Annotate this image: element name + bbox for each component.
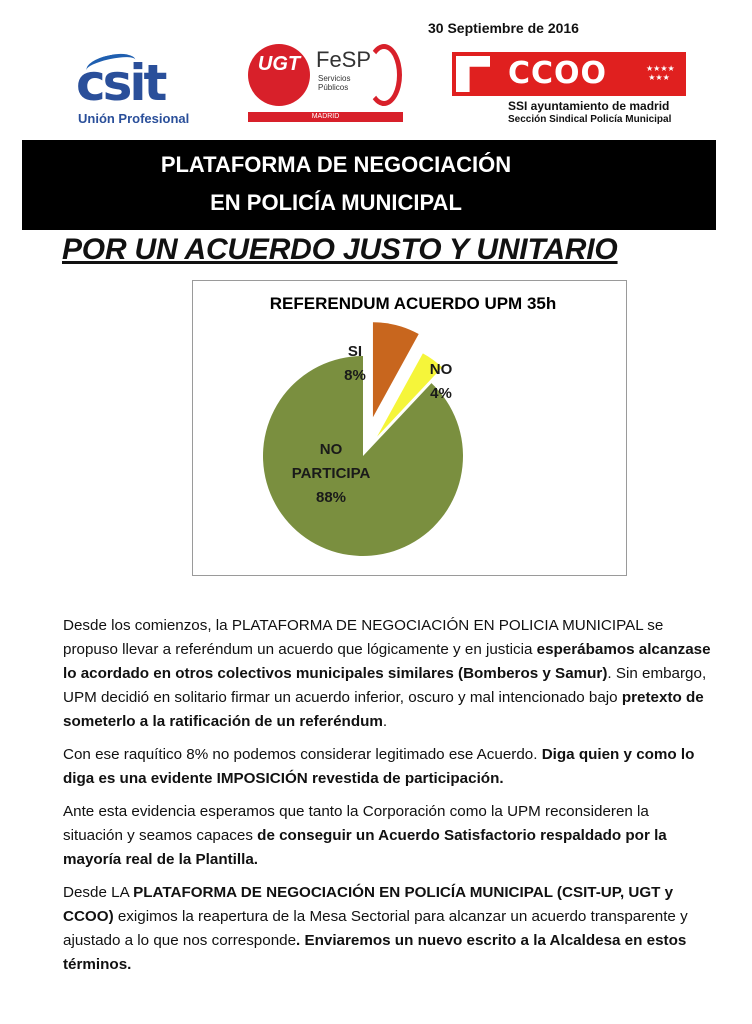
bold-run: esperábamos alcanzase lo acordado en otros colectivos municipales similares (Bomberos y Samur) <box>63 641 711 682</box>
document-date: 30 Septiembre de 2016 <box>428 20 579 36</box>
pie-label-no <box>430 361 453 402</box>
text-run: Con ese raquítico 8% no podemos considerar legitimado ese Acuerdo. <box>63 746 542 763</box>
bold-run: . Enviaremos un nuevo escrito a la Alcaldesa en estos términos. <box>63 932 687 973</box>
pie-category-label: NO <box>429 361 453 378</box>
banner-line-2: EN POLICÍA MUNICIPAL <box>210 190 462 215</box>
slogan-heading: POR UN ACUERDO JUSTO Y UNITARIO <box>62 233 618 266</box>
pie-value-label: 8% <box>344 367 366 384</box>
csit-logo-name: csit <box>76 54 165 112</box>
pie-category-label: PARTICIPA <box>291 465 371 482</box>
ugt-fesp-label: FeSP <box>316 47 372 72</box>
paragraph-1 <box>63 614 713 734</box>
ugt-services-label: Servicios Públicos <box>318 74 351 92</box>
text-run: Desde LA <box>63 884 134 901</box>
chart-title: REFERENDUM ACUERDO UPM 35h <box>269 294 557 313</box>
text-run: . <box>382 713 388 730</box>
paragraph-4 <box>63 881 713 977</box>
pie-value-label: 4% <box>430 385 452 402</box>
bold-run: PLATAFORMA DE NEGOCIACIÓN EN POLICÍA MUNICIPAL (CSIT-UP, UGT y CCOO) <box>63 884 674 925</box>
ugt-arc-icon <box>366 44 402 106</box>
text-run: exigimos la reapertura de la Mesa Sectorial para alcanzar un acuerdo transparente y ajustado a lo que nos corresponde <box>63 908 688 949</box>
ccoo-line2: Sección Sindical Policía Municipal <box>508 114 672 125</box>
text-run: . Sin embargo, UPM decidió en solitario firmar un acuerdo inferior, oscuro y mal intencionado bajo <box>63 665 707 706</box>
banner-line-1: PLATAFORMA DE NEGOCIACIÓN <box>160 152 512 177</box>
stars-icon: ★★★★ ★★★ <box>646 64 675 82</box>
bold-run: pretexto de someterlo a la ratificación de un referéndum <box>63 689 704 730</box>
paragraph-2 <box>63 743 713 791</box>
bold-run: Diga quien y como lo diga es una evidente IMPOSICIÓN revestida de participación. <box>63 746 695 787</box>
csit-logo <box>72 45 212 130</box>
ccoo-logo <box>452 52 688 127</box>
text-run: Desde los comienzos, la PLATAFORMA DE NEGOCIACIÓN EN POLICIA MUNICIPAL se propuso llevar a referéndum un acuerdo que lógicamente y en justicia <box>63 617 664 658</box>
pie-chart <box>192 280 627 576</box>
pie-value-label: 88% <box>315 489 347 506</box>
ugt-region-bar: MADRID <box>248 112 403 122</box>
paragraph-3 <box>63 800 713 872</box>
ccoo-logo-name: CCOO <box>508 56 608 91</box>
pie-chart-svg <box>193 281 626 575</box>
text-run: Ante esta evidencia esperamos que tanto la Corporación como la UPM reconsideren la situación y seamos capaces <box>63 803 649 844</box>
title-banner <box>22 140 716 230</box>
pie-category-label: SI <box>347 343 363 360</box>
bold-run: de conseguir un Acuerdo Satisfactorio respaldado por la mayoría real de la Plantilla. <box>63 827 667 868</box>
body-text <box>63 614 713 986</box>
pie-category-label: NO <box>319 441 343 458</box>
ugt-logo <box>248 44 408 124</box>
csit-logo-subtitle: Unión Profesional <box>78 111 190 126</box>
ccoo-line1: SSI ayuntamiento de madrid <box>508 99 670 113</box>
ugt-logo-circle: UGT <box>248 44 310 106</box>
